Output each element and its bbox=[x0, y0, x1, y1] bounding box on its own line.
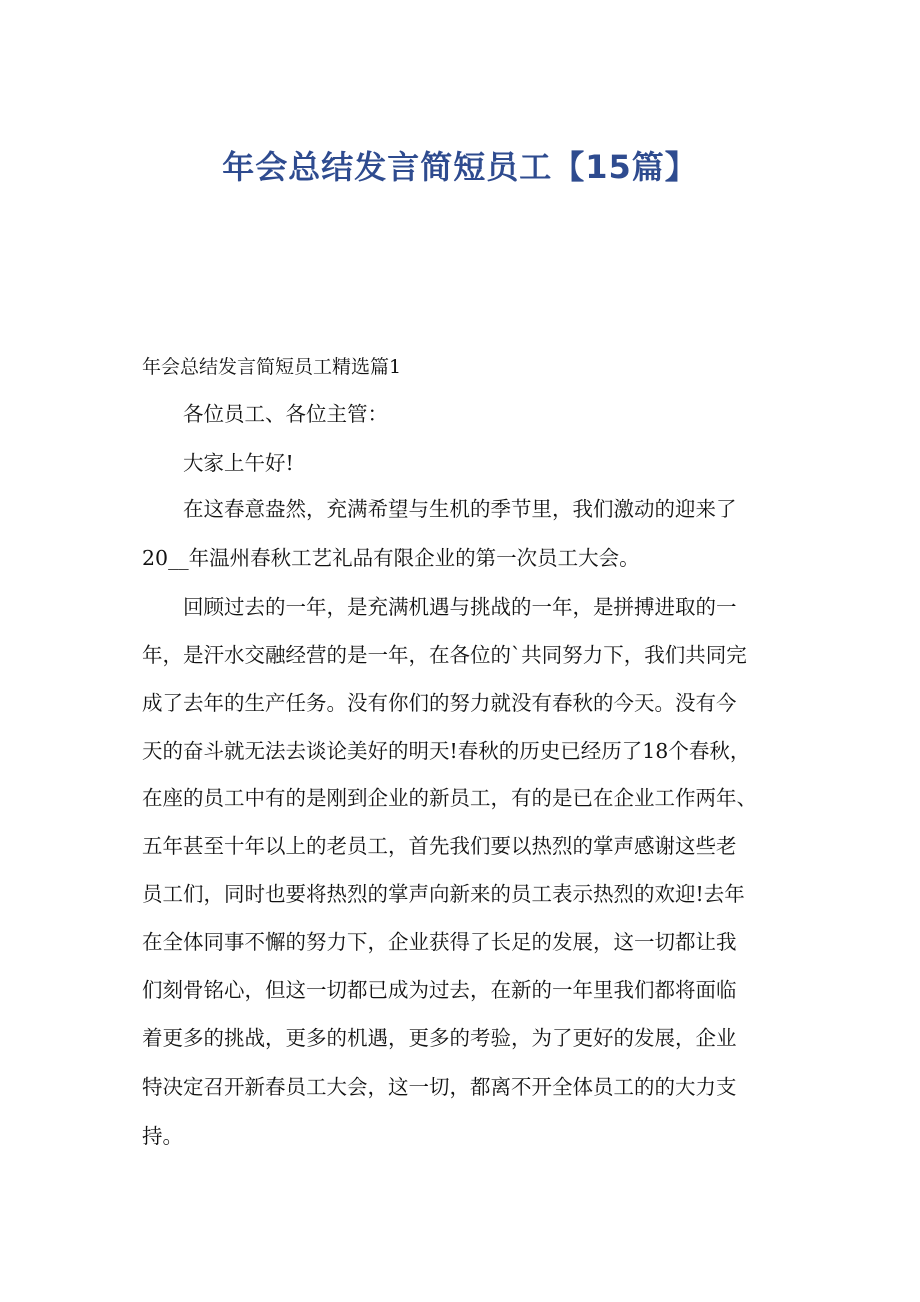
paragraph-line: 特决定召开新春员工大会，这一切，都离不开全体员工的的大力支 bbox=[142, 1075, 737, 1099]
paragraph-line: 回顾过去的一年，是充满机遇与挑战的一年，是拼搏进取的一 bbox=[183, 595, 737, 619]
paragraph-line: 员工们，同时也要将热烈的掌声向新来的员工表示热烈的欢迎!去年 bbox=[142, 882, 745, 906]
paragraph-line: 着更多的挑战，更多的机遇，更多的考验，为了更好的发展，企业 bbox=[142, 1026, 737, 1050]
paragraph-line: 五年甚至十年以上的老员工，首先我们要以热烈的掌声感谢这些老 bbox=[142, 834, 737, 858]
paragraph-line: 天的奋斗就无法去谈论美好的明天!春秋的历史已经历了18个春秋， bbox=[142, 739, 751, 763]
salutation-line: 各位员工、各位主管： bbox=[183, 402, 388, 426]
paragraph-line: 成了去年的生产任务。没有你们的努力就没有春秋的今天。没有今 bbox=[142, 691, 737, 715]
greeting-line: 大家上午好! bbox=[183, 451, 294, 475]
paragraph-line: 在座的员工中有的是刚到企业的新员工，有的是已在企业工作两年、 bbox=[142, 786, 757, 810]
paragraph-line: 持。 bbox=[142, 1124, 183, 1148]
paragraph-line: 在全体同事不懈的努力下，企业获得了长足的发展，这一切都让我 bbox=[142, 930, 737, 954]
paragraph-line: 20__年温州春秋工艺礼品有限企业的第一次员工大会。 bbox=[142, 546, 640, 570]
paragraph-line: 在这春意盎然，充满希望与生机的季节里，我们激动的迎来了 bbox=[183, 497, 737, 521]
paragraph-line: 们刻骨铭心，但这一切都已成为过去，在新的一年里我们都将面临 bbox=[142, 978, 737, 1002]
paragraph-line: 年，是汗水交融经营的是一年，在各位的`共同努力下，我们共同完 bbox=[142, 643, 747, 667]
section-heading: 年会总结发言简短员工精选篇1 bbox=[142, 356, 402, 378]
document-title: 年会总结发言简短员工【15篇】 bbox=[222, 148, 698, 186]
